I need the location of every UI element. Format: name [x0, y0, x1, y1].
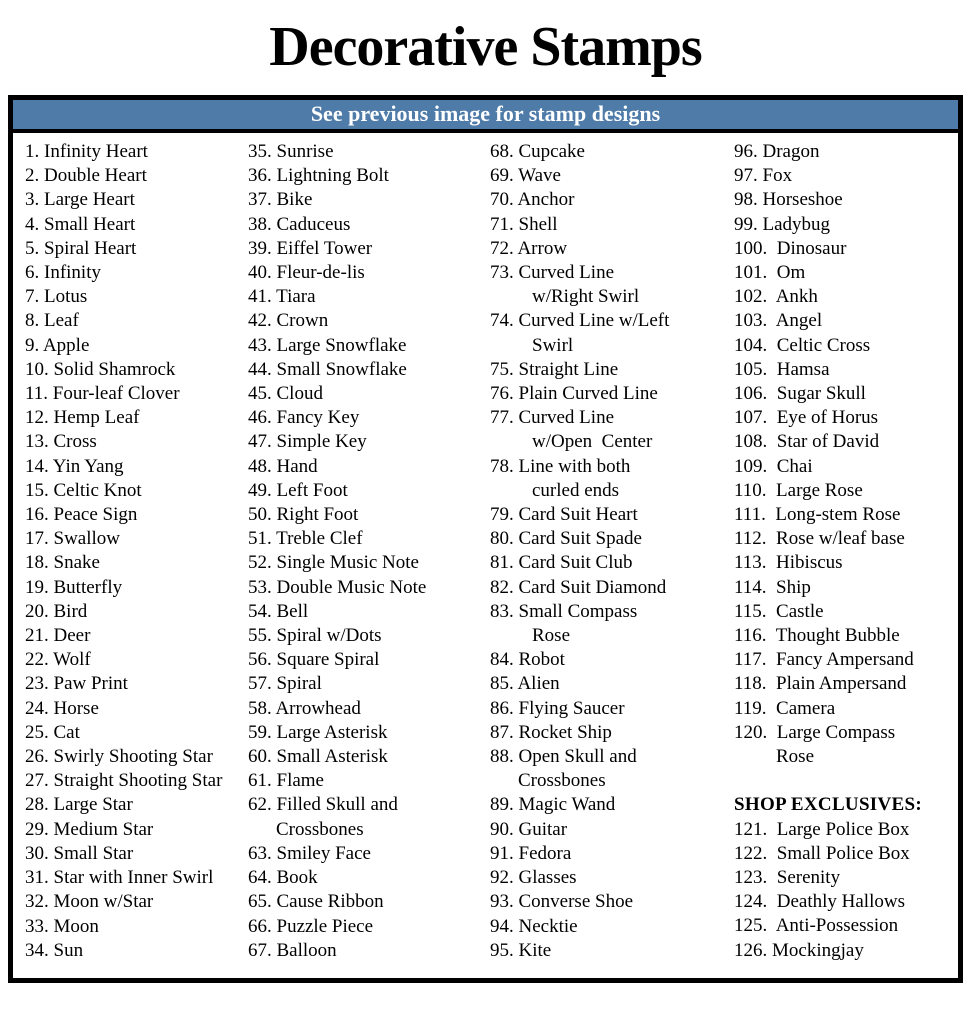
- list-item: 69. Wave: [490, 165, 561, 187]
- list-item: 52. Single Music Note: [248, 552, 419, 574]
- list-item: 4. Small Heart: [25, 213, 136, 235]
- list-item: 72. Arrow: [490, 237, 568, 259]
- list-item: 39. Eiffel Tower: [248, 237, 373, 259]
- list-item: 121. Large Police Box: [734, 818, 910, 840]
- list-item: 11. Four-leaf Clover: [25, 383, 180, 405]
- list-item-continuation: w/Right Swirl: [532, 286, 640, 308]
- list-item: 71. Shell: [490, 213, 558, 235]
- list-item: 105. Hamsa: [734, 358, 830, 380]
- list-item: 29. Medium Star: [25, 818, 154, 840]
- list-item: 33. Moon: [25, 915, 99, 937]
- list-item: 60. Small Asterisk: [248, 746, 388, 768]
- list-item: 46. Fancy Key: [248, 407, 360, 429]
- list-item: 5. Spiral Heart: [25, 237, 137, 259]
- list-item: 79. Card Suit Heart: [490, 504, 638, 526]
- list-item-continuation: curled ends: [532, 479, 620, 501]
- list-item: 24. Horse: [25, 697, 99, 719]
- list-item: 57. Spiral: [248, 673, 322, 695]
- list-item: 63. Smiley Face: [248, 842, 371, 864]
- list-item: 6. Infinity: [25, 262, 101, 284]
- list-item-continuation: w/Open Center: [532, 431, 653, 453]
- list-item: 91. Fedora: [490, 842, 572, 864]
- list-item: 55. Spiral w/Dots: [248, 625, 382, 647]
- list-item: 20. Bird: [25, 600, 88, 622]
- list-item: 44. Small Snowflake: [248, 358, 407, 380]
- list-item: 95. Kite: [490, 939, 552, 961]
- list-item: 62. Filled Skull and: [248, 794, 398, 816]
- list-item: 15. Celtic Knot: [25, 479, 142, 501]
- list-item-continuation: Rose: [532, 625, 570, 647]
- stamp-columns: [13, 133, 958, 978]
- list-item: 76. Plain Curved Line: [490, 383, 658, 405]
- list-item: 36. Lightning Bolt: [248, 165, 389, 187]
- list-item-continuation: Crossbones: [276, 818, 364, 840]
- list-item: 88. Open Skull and: [490, 746, 637, 768]
- stamp-list-frame: [8, 95, 963, 983]
- list-item: 83. Small Compass: [490, 600, 638, 622]
- list-item: 77. Curved Line: [490, 407, 615, 429]
- list-item: 103. Angel: [734, 310, 823, 332]
- list-item: 66. Puzzle Piece: [248, 915, 374, 937]
- list-item: 48. Hand: [248, 455, 318, 477]
- list-item: 17. Swallow: [25, 528, 120, 550]
- list-item: 7. Lotus: [25, 286, 88, 308]
- list-item: 125. Anti-Possession: [734, 915, 899, 937]
- list-item: 117. Fancy Ampersand: [734, 649, 914, 671]
- list-item: 100. Dinosaur: [734, 237, 847, 259]
- list-item: 58. Arrowhead: [248, 697, 361, 719]
- list-item: 109. Chai: [734, 455, 813, 477]
- list-item: 31. Star with Inner Swirl: [25, 867, 214, 889]
- list-item: 113. Hibiscus: [734, 552, 843, 574]
- banner-note: See previous image for stamp designs: [13, 100, 958, 133]
- list-item: 9. Apple: [25, 334, 90, 356]
- list-item: 90. Guitar: [490, 818, 568, 840]
- list-item: 40. Fleur-de-lis: [248, 262, 365, 284]
- list-item: 81. Card Suit Club: [490, 552, 633, 574]
- list-item: 97. Fox: [734, 165, 793, 187]
- list-item: 19. Butterfly: [25, 576, 123, 598]
- list-item: 92. Glasses: [490, 867, 577, 889]
- list-item: 18. Snake: [25, 552, 100, 574]
- list-item: 126. Mockingjay: [734, 939, 864, 961]
- stamp-column: [248, 140, 490, 963]
- list-item: 68. Cupcake: [490, 141, 585, 162]
- list-item: 78. Line with both: [490, 455, 631, 477]
- list-item: 116. Thought Bubble: [734, 625, 900, 647]
- list-item: 99. Ladybug: [734, 213, 831, 235]
- list-item: 12. Hemp Leaf: [25, 407, 140, 429]
- list-item: 106. Sugar Skull: [734, 383, 866, 405]
- list-item: 119. Camera: [734, 697, 836, 719]
- list-item: 74. Curved Line w/Left: [490, 310, 670, 332]
- list-item: 54. Bell: [248, 600, 309, 622]
- list-item: 70. Anchor: [490, 189, 575, 211]
- list-item: 28. Large Star: [25, 794, 133, 816]
- list-item: 87. Rocket Ship: [490, 721, 612, 743]
- list-item: 30. Small Star: [25, 842, 134, 864]
- list-item: 1. Infinity Heart: [25, 141, 148, 162]
- list-item: 16. Peace Sign: [25, 504, 138, 526]
- list-item: 102. Ankh: [734, 286, 818, 308]
- list-item: 67. Balloon: [248, 939, 337, 961]
- list-item: 104. Celtic Cross: [734, 334, 871, 356]
- list-item: 14. Yin Yang: [25, 455, 124, 477]
- list-item: 22. Wolf: [25, 649, 91, 671]
- list-item: 108. Star of David: [734, 431, 880, 453]
- list-item: 115. Castle: [734, 600, 824, 622]
- list-item: 82. Card Suit Diamond: [490, 576, 667, 598]
- list-item: 10. Solid Shamrock: [25, 358, 176, 380]
- list-item: 65. Cause Ribbon: [248, 891, 384, 913]
- list-item: 34. Sun: [25, 939, 84, 961]
- list-item: 38. Caduceus: [248, 213, 351, 235]
- list-item: 42. Crown: [248, 310, 329, 332]
- list-item: 85. Alien: [490, 673, 560, 695]
- list-item: 21. Deer: [25, 625, 91, 647]
- list-item-continuation: Swirl: [532, 334, 574, 356]
- list-item: 80. Card Suit Spade: [490, 528, 642, 550]
- list-item: 122. Small Police Box: [734, 842, 910, 864]
- list-item: 35. Sunrise: [248, 141, 334, 162]
- list-item: 93. Converse Shoe: [490, 891, 634, 913]
- list-item: 98. Horseshoe: [734, 189, 843, 211]
- list-item: 2. Double Heart: [25, 165, 147, 187]
- list-item: 73. Curved Line: [490, 262, 615, 284]
- list-item: 107. Eye of Horus: [734, 407, 879, 429]
- list-item: 59. Large Asterisk: [248, 721, 388, 743]
- list-item: 86. Flying Saucer: [490, 697, 625, 719]
- list-item: 13. Cross: [25, 431, 97, 453]
- list-item: 25. Cat: [25, 721, 80, 743]
- page-title: Decorative Stamps: [269, 16, 702, 78]
- list-item: 32. Moon w/Star: [25, 891, 154, 913]
- list-item: 64. Book: [248, 867, 318, 889]
- list-item: 75. Straight Line: [490, 358, 619, 380]
- list-item: 37. Bike: [248, 189, 313, 211]
- list-item: 89. Magic Wand: [490, 794, 616, 816]
- list-item: 56. Square Spiral: [248, 649, 380, 671]
- list-item: 101. Om: [734, 262, 806, 284]
- stamp-column: [490, 140, 734, 963]
- section-header-shop-exclusives: SHOP EXCLUSIVES:: [734, 794, 922, 816]
- list-item: 41. Tiara: [248, 286, 316, 308]
- list-item-continuation: Crossbones: [518, 770, 606, 792]
- list-item: 53. Double Music Note: [248, 576, 427, 598]
- list-item: 94. Necktie: [490, 915, 578, 937]
- list-item: 23. Paw Print: [25, 673, 128, 695]
- list-item: 27. Straight Shooting Star: [25, 770, 223, 792]
- column-spacer: [734, 769, 958, 793]
- stamp-column: [25, 140, 248, 963]
- list-item: 49. Left Foot: [248, 479, 348, 501]
- list-item: 47. Simple Key: [248, 431, 367, 453]
- list-item: 61. Flame: [248, 770, 324, 792]
- list-item: 120. Large Compass: [734, 721, 896, 743]
- list-item: 96. Dragon: [734, 141, 820, 162]
- stamp-column: [734, 140, 958, 963]
- list-item: 26. Swirly Shooting Star: [25, 746, 213, 768]
- list-item-continuation: Rose: [776, 746, 814, 768]
- list-item: 110. Large Rose: [734, 479, 863, 501]
- list-item: 114. Ship: [734, 576, 811, 598]
- list-item: 123. Serenity: [734, 867, 841, 889]
- list-item: 50. Right Foot: [248, 504, 359, 526]
- list-item: 43. Large Snowflake: [248, 334, 407, 356]
- list-item: 111. Long-stem Rose: [734, 504, 901, 526]
- list-item: 51. Treble Clef: [248, 528, 363, 550]
- list-item: 45. Cloud: [248, 383, 323, 405]
- list-item: 118. Plain Ampersand: [734, 673, 907, 695]
- list-item: 124. Deathly Hallows: [734, 891, 905, 913]
- list-item: 112. Rose w/leaf base: [734, 528, 905, 550]
- list-item: 8. Leaf: [25, 310, 79, 332]
- list-item: 84. Robot: [490, 649, 565, 671]
- list-item: 3. Large Heart: [25, 189, 135, 211]
